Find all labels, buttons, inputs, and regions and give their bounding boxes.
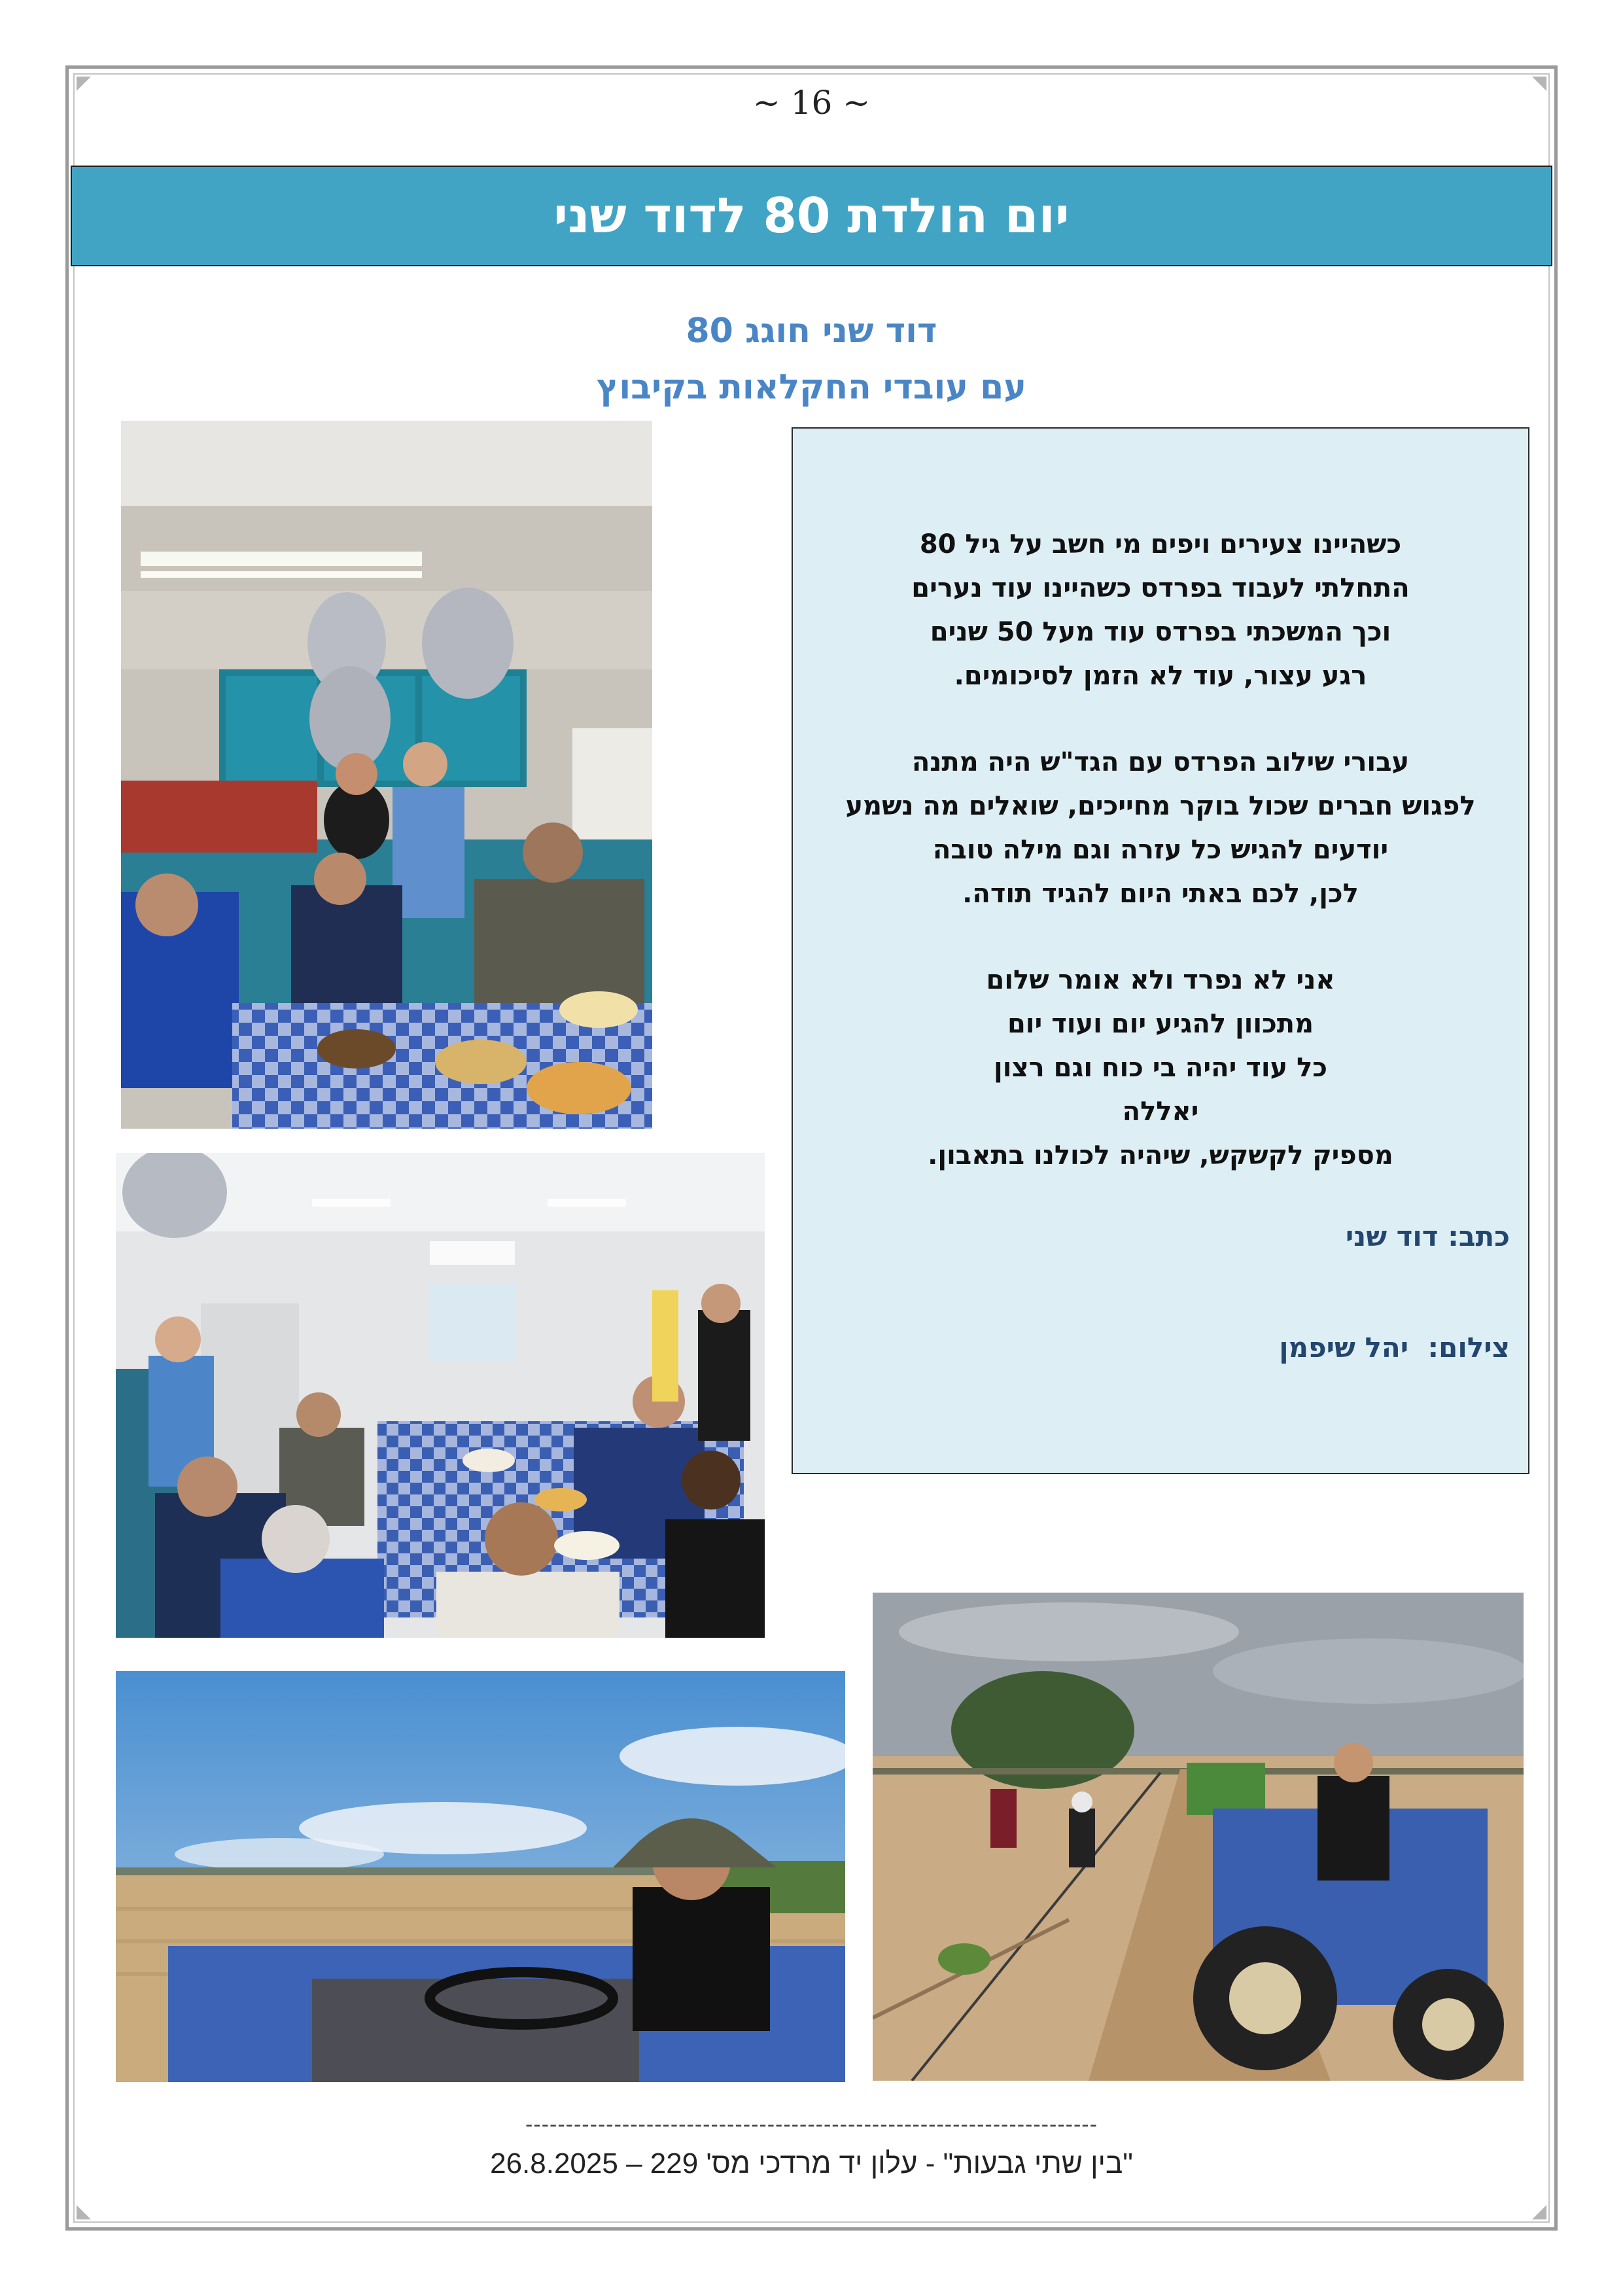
poem-line: רגע עצור, עוד לא הזמן לסיכומים. (954, 661, 1367, 691)
photo-tractor-driver (116, 1671, 845, 2082)
poem-line: אני לא נפרד ולא אומר שלום (986, 965, 1335, 995)
poem-line: יאללה (1122, 1097, 1199, 1127)
poem-line: לפגוש חברים שכול בוקר מחייכים, שואלים מה נשמע (845, 791, 1476, 821)
poem-line: עבורי שילוב הפרדס עם הגד"ש היה מתנה (911, 747, 1410, 777)
subtitle-line-2: עם עובדי החקלאות בקיבוץ (597, 368, 1026, 407)
poem-stanza-3 (793, 959, 1528, 1178)
poem-line: כל עוד יהיה בי כוח וגם רצון (994, 1053, 1327, 1083)
photo-planting-field (873, 1593, 1524, 2081)
poem-line: התחלתי לעבוד בפרדס כשהיינו עוד נערים (911, 573, 1410, 603)
poem-line: מתכוון להגיע יום ועוד יום (1007, 1009, 1314, 1039)
poem-line: מספיק לקשקש, שיהיה לכולנו בתאבון. (928, 1140, 1393, 1171)
photo-workers-table-image (116, 1153, 765, 1638)
poem-box (792, 427, 1529, 1474)
photo-credit: צילום: יהל שיפמן (1279, 1332, 1510, 1364)
title-banner (71, 166, 1552, 266)
footer-rule: ----------------------------------------------------------------------- (525, 2112, 1098, 2137)
written-by-credit: כתב: דוד שני (1345, 1220, 1510, 1252)
photo-birthday-kitchen-image (121, 421, 652, 1129)
photo-birthday-kitchen (121, 421, 652, 1129)
poem-line: וכך המשכתי בפרדס עוד מעל 50 שנים (930, 617, 1391, 647)
poem-stanza-1 (793, 523, 1528, 698)
photo-tractor-driver-image (116, 1671, 845, 2082)
photo-workers-table (116, 1153, 765, 1638)
poem-line: יודעים להגיש כל עזרה וגם מילה טובה (932, 835, 1389, 865)
subtitle-line-1: דוד שני חוגג 80 (686, 311, 937, 351)
footer-publication-line: "בין שתי גבעות" - עלון יד מרדכי מס' 229 – 26.8.2025 (490, 2147, 1133, 2180)
poem-line: כשהיינו צעירים ויפים מי חשב על גיל 80 (919, 529, 1402, 559)
page-title: יום הולדת 80 לדוד שני (553, 188, 1070, 244)
poem-line: לכן, לכם באתי היום להגיד תודה. (962, 879, 1359, 909)
photo-planting-field-image (873, 1593, 1524, 2081)
poem-stanza-2 (793, 741, 1528, 916)
page-number: ~ 16 ~ (752, 84, 871, 122)
